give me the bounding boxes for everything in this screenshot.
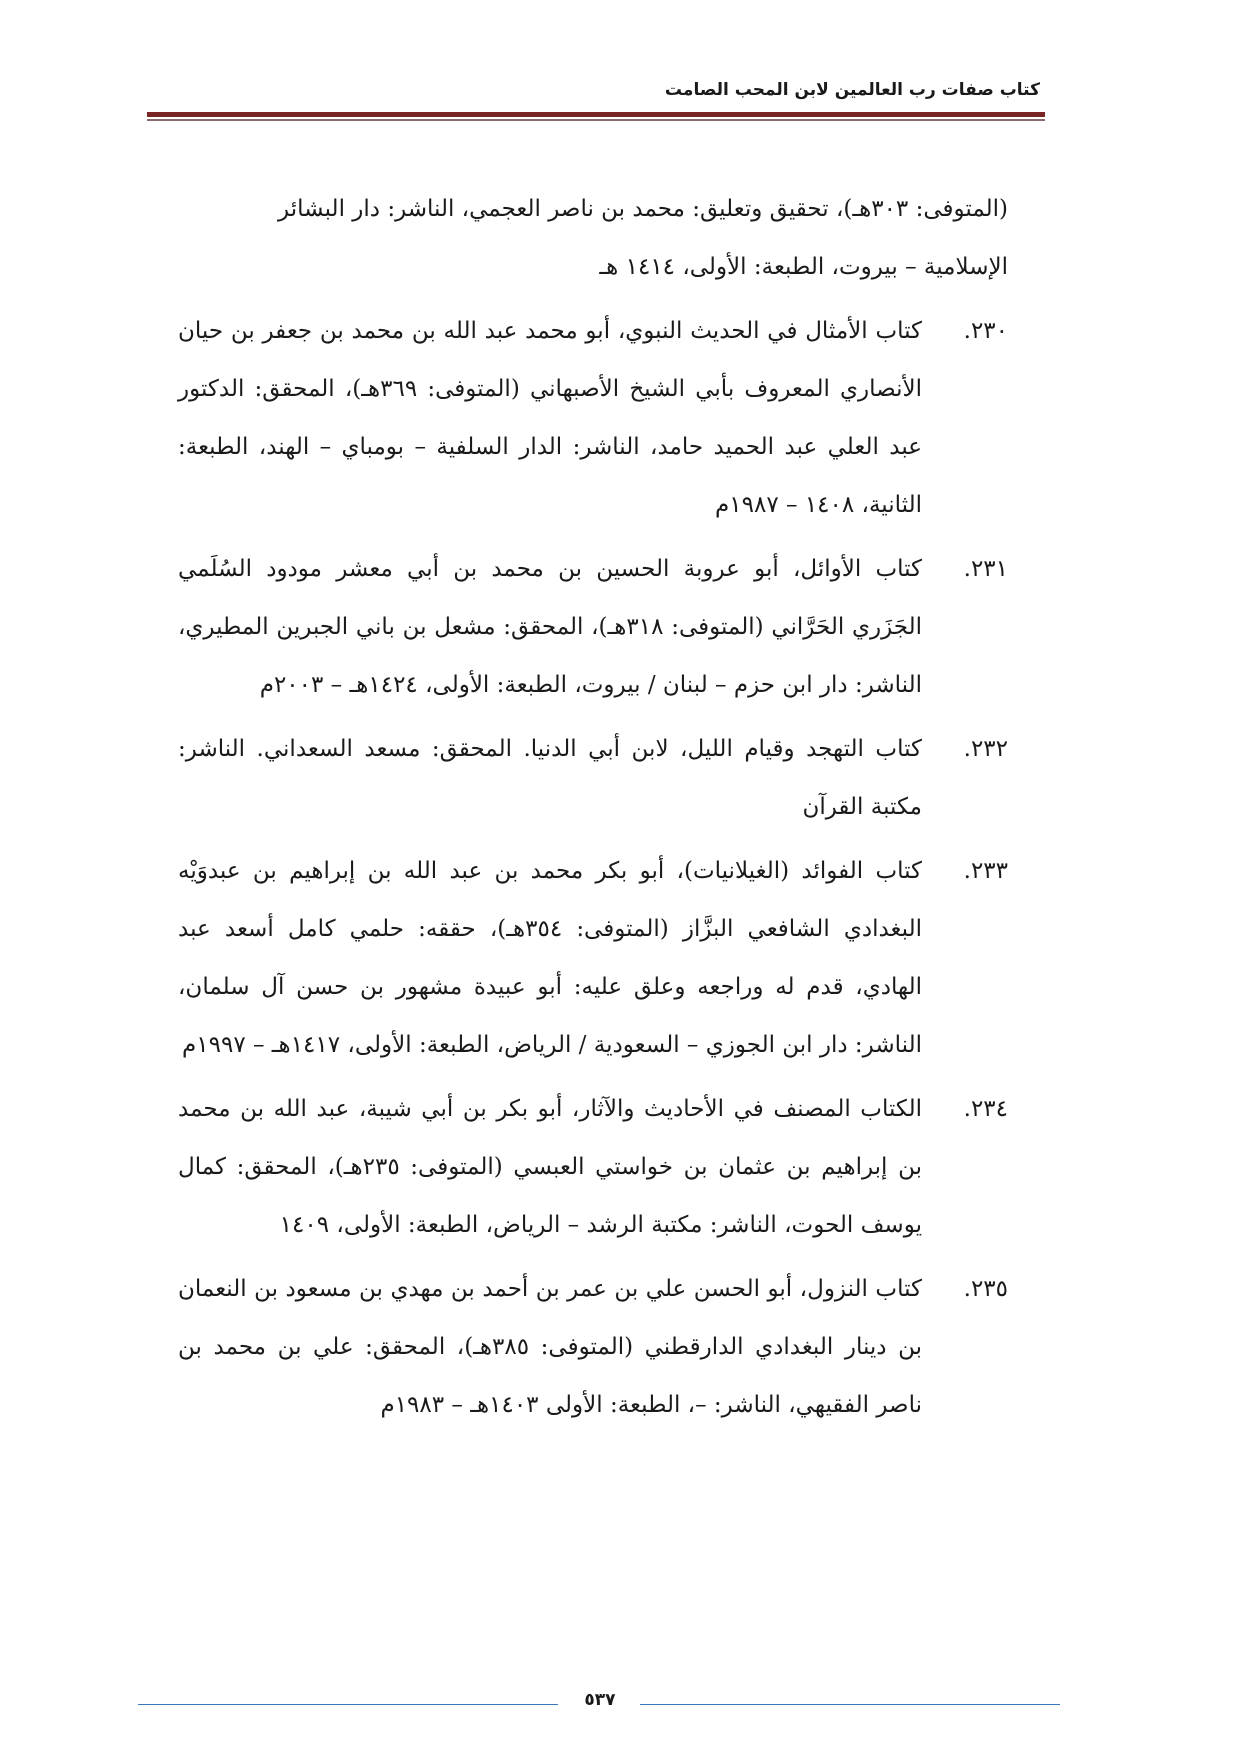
header-rule-thin: [147, 119, 1045, 121]
bibliography-entry-234: [178, 1080, 1008, 1254]
entry-text: كتاب الأوائل، أبو عروبة الحسين بن محمد بن أبي معشر مودود السُلَمي الجَزَري الحَرَّاني (المتوفى: ٣١٨هـ)، المحقق: مشعل بن باني الجبرين المطيري، الناشر: دار ابن حزم – لبنان / بيروت، الطبعة: الأولى، ١٤٢٤هـ – ٢٠٠٣م: [178, 556, 923, 698]
running-header-title: كتاب صفات رب العالمين لابن المحب الصامت: [664, 80, 1040, 100]
entry-number: ٢٣١.: [963, 556, 1008, 582]
bibliography-entry-232: [178, 720, 1008, 836]
entry-text: كتاب الفوائد (الغيلانيات)، أبو بكر محمد بن عبد الله بن إبراهيم بن عبدوَيْه البغدادي الشافعي البزَّاز (المتوفى: ٣٥٤هـ)، حققه: حلمي كامل أسعد عبد الهادي، قدم له وراجعه وعلق عليه: أبو عبيدة مشهور بن حسن آل سلمان، الناشر: دار ابن الجوزي – السعودية / الرياض، الطبعة: الأولى، ١٤١٧هـ – ١٩٩٧م: [178, 858, 922, 1058]
bibliography-entry-230: [178, 302, 1008, 534]
footer-rule-right: [640, 1704, 1060, 1705]
entry-text: كتاب النزول، أبو الحسن علي بن عمر بن أحمد بن مهدي بن مسعود بن النعمان بن دينار البغدادي الدارقطني (المتوفى: ٣٨٥هـ)، المحقق: علي بن محمد بن ناصر الفقيهي، الناشر: –، الطبعة: الأولى ١٤٠٣هـ – ١٩٨٣م: [178, 1276, 923, 1418]
entry-number: ٢٣٢.: [963, 736, 1008, 762]
entry-text: كتاب الأمثال في الحديث النبوي، أبو محمد عبد الله بن محمد بن جعفر بن حيان الأنصاري المعروف بأبي الشيخ الأصبهاني (المتوفى: ٣٦٩هـ)، المحقق: الدكتور عبد العلي عبد الحميد حامد، الناشر: الدار السلفية – بومباي – الهند، الطبعة: الثانية، ١٤٠٨ – ١٩٨٧م: [178, 318, 923, 518]
continuation-paragraph: [178, 180, 1008, 296]
entry-text: كتاب التهجد وقيام الليل، لابن أبي الدنيا. المحقق: مسعد السعداني. الناشر: مكتبة القرآن: [178, 736, 922, 820]
entry-number: ٢٣٣.: [963, 858, 1008, 884]
footer-rule-left: [138, 1704, 558, 1705]
continuation-line: الإسلامية – بيروت، الطبعة: الأولى، ١٤١٤ هـ: [599, 254, 1008, 280]
bibliography-entry-233: [178, 842, 1008, 1074]
entry-number: ٢٣٠.: [963, 318, 1008, 344]
entry-text: الكتاب المصنف في الأحاديث والآثار، أبو بكر بن أبي شيبة، عبد الله بن محمد بن إبراهيم بن عثمان بن خواستي العبسي (المتوفى: ٢٣٥هـ)، المحقق: كمال يوسف الحوت، الناشر: مكتبة الرشد – الرياض، الطبعة: الأولى، ١٤٠٩: [178, 1096, 922, 1238]
bibliography-entry-235: [178, 1260, 1008, 1434]
entry-number: ٢٣٤.: [963, 1096, 1008, 1122]
bibliography-entry-231: [178, 540, 1008, 714]
entry-number: ٢٣٥.: [963, 1276, 1008, 1302]
bibliography-list: [178, 180, 1008, 1440]
header-rule-thick: [147, 112, 1045, 117]
continuation-line: (المتوفى: ٣٠٣هـ)، تحقيق وتعليق: محمد بن ناصر العجمي، الناشر: دار البشائر: [278, 196, 1008, 222]
page-number: ٥٣٧: [584, 1690, 616, 1710]
